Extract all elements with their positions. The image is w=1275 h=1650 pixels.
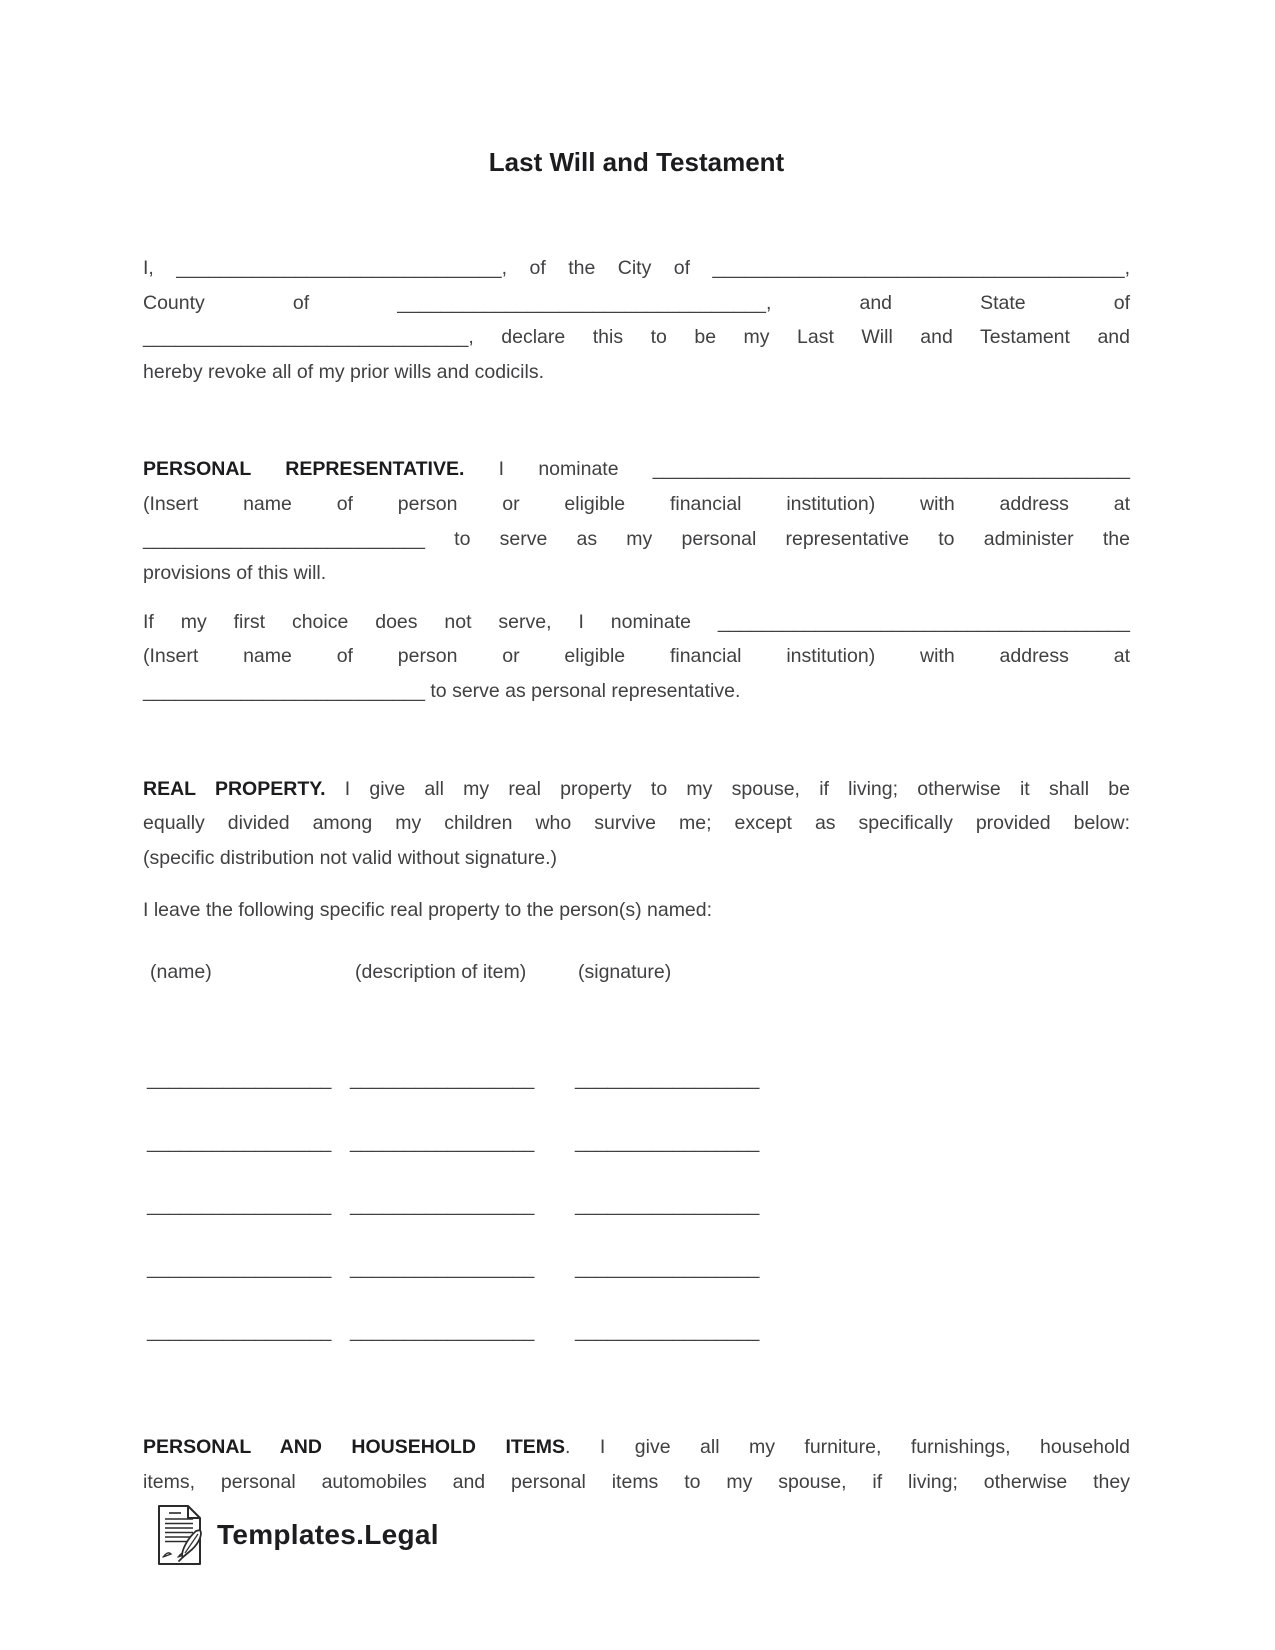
paragraph-line: items, personal automobiles and personal items to my spouse, if living; otherwise they xyxy=(143,1471,1130,1494)
paragraph-text: . I give all my furniture, furnishings, household xyxy=(565,1436,1130,1459)
property-table-header xyxy=(143,955,1130,990)
brand-footer xyxy=(156,1504,439,1566)
signature-blank: _________________ xyxy=(575,1319,760,1342)
paragraph-line: (Insert name of person or eligible financial institution) with address at xyxy=(143,492,1130,515)
opening-line: hereby revoke all of my prior wills and codicils. xyxy=(143,360,544,383)
signature-blank: _________________ xyxy=(575,1130,760,1153)
opening-declaration-paragraph xyxy=(143,251,1130,389)
document-title: Last Will and Testament xyxy=(488,147,785,177)
personal-household-paragraph xyxy=(143,1430,1130,1499)
paragraph-line: I leave the following specific real property to the person(s) named: xyxy=(143,899,713,922)
document-with-quill-icon xyxy=(156,1504,203,1566)
description-blank: _________________ xyxy=(350,1130,535,1153)
signature-blank: _________________ xyxy=(575,1067,760,1090)
description-blank: _________________ xyxy=(350,1319,535,1342)
description-blank: _________________ xyxy=(350,1067,535,1090)
name-blank: _________________ xyxy=(147,1319,332,1342)
paragraph-line: provisions of this will. xyxy=(143,562,327,585)
personal-representative-heading: PERSONAL REPRESENTATIVE. xyxy=(143,458,465,481)
opening-line: County of __________________________________, and State of xyxy=(143,291,1130,314)
signature-blank: _________________ xyxy=(575,1256,760,1279)
table-row xyxy=(143,1125,1130,1160)
column-header-signature: (signature) xyxy=(578,960,672,983)
property-table-rows xyxy=(143,1062,1130,1349)
paragraph-text: I give all my real property to my spouse, if living; otherwise it shall be xyxy=(344,777,1130,800)
paragraph-line xyxy=(143,452,1130,487)
real-property-heading: REAL PROPERTY. xyxy=(143,777,326,800)
opening-line: I, ______________________________, of the City of ______________________________________, xyxy=(143,257,1130,279)
column-header-name: (name) xyxy=(150,960,212,983)
name-blank: _________________ xyxy=(147,1067,332,1090)
paragraph-line: (Insert name of person or eligible financial institution) with address at xyxy=(143,645,1130,668)
table-row xyxy=(143,1188,1130,1223)
table-row xyxy=(143,1062,1130,1097)
paragraph-line: __________________________ to serve as my personal representative to administer the xyxy=(143,527,1130,550)
opening-line: ______________________________, declare this to be my Last Will and Testament and xyxy=(143,326,1130,349)
paragraph-line xyxy=(143,1430,1130,1465)
document-content xyxy=(143,0,1130,1500)
paragraph-line: (specific distribution not valid without signature.) xyxy=(143,846,558,869)
paragraph-line: If my first choice does not serve, I nominate ______________________________________ xyxy=(143,610,1130,633)
paragraph-line xyxy=(143,772,1130,807)
real-property-intro xyxy=(143,893,1130,928)
name-blank: _________________ xyxy=(147,1130,332,1153)
name-blank: _________________ xyxy=(147,1256,332,1279)
table-row xyxy=(143,1314,1130,1349)
description-blank: _________________ xyxy=(350,1256,535,1279)
paragraph-line: equally divided among my children who survive me; except as specifically provided below: xyxy=(143,812,1130,835)
paragraph-line: __________________________ to serve as personal representative. xyxy=(143,679,741,702)
table-row xyxy=(143,1251,1130,1286)
personal-representative-paragraph xyxy=(143,452,1130,590)
alternate-representative-paragraph xyxy=(143,605,1130,709)
signature-blank: _________________ xyxy=(575,1193,760,1216)
brand-name: Templates.Legal xyxy=(217,1519,439,1550)
column-header-description: (description of item) xyxy=(355,960,527,983)
name-blank: _________________ xyxy=(147,1193,332,1216)
description-blank: _________________ xyxy=(350,1193,535,1216)
real-property-paragraph xyxy=(143,772,1130,876)
personal-household-heading: PERSONAL AND HOUSEHOLD ITEMS xyxy=(143,1436,566,1459)
paragraph-text: I nominate ____________________________________________ xyxy=(498,458,1130,481)
